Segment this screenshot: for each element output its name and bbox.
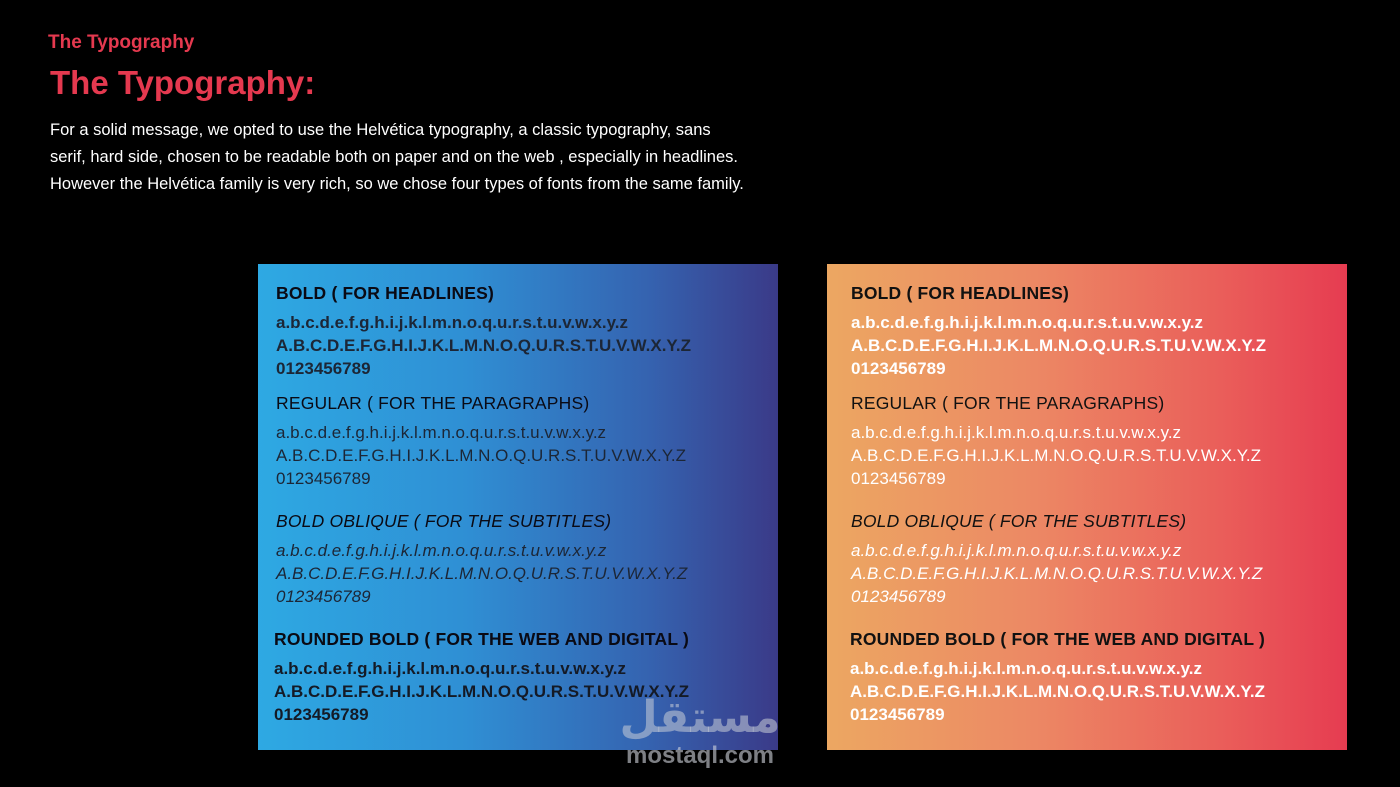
font-specimen-title: BOLD ( FOR HEADLINES)	[276, 283, 495, 303]
digits-sample: 0123456789	[851, 469, 946, 488]
uppercase-sample: A.B.C.D.E.F.G.H.I.J.K.L.M.N.O.Q.U.R.S.T.U.V.W.X.Y.Z	[851, 446, 1261, 465]
font-specimen-title: ROUNDED BOLD ( FOR THE WEB AND DIGITAL )	[850, 629, 1266, 649]
uppercase-sample: A.B.C.D.E.F.G.H.I.J.K.L.M.N.O.Q.U.R.S.T.U.V.W.X.Y.Z	[276, 564, 688, 583]
font-specimen-rounded-bold	[850, 628, 1337, 726]
digits-sample: 0123456789	[274, 705, 369, 724]
typography-panel-blue	[258, 264, 778, 750]
uppercase-sample: A.B.C.D.E.F.G.H.I.J.K.L.M.N.O.Q.U.R.S.T.U.V.W.X.Y.Z	[850, 682, 1265, 701]
font-specimen-title: BOLD ( FOR HEADLINES)	[851, 283, 1070, 303]
digits-sample: 0123456789	[851, 359, 946, 378]
lowercase-sample: a.b.c.d.e.f.g.h.i.j.k.l.m.n.o.q.u.r.s.t.u.v.w.x.y.z	[274, 659, 627, 678]
digits-sample: 0123456789	[850, 705, 945, 724]
digits-sample: 0123456789	[276, 469, 371, 488]
digits-sample: 0123456789	[276, 587, 371, 606]
watermark-url: mostaql.com	[625, 742, 775, 769]
font-specimen-title: REGULAR ( FOR THE PARAGRAPHS)	[851, 393, 1165, 413]
lowercase-sample: a.b.c.d.e.f.g.h.i.j.k.l.m.n.o.q.u.r.s.t.u.v.w.x.y.z	[851, 423, 1182, 442]
uppercase-sample: A.B.C.D.E.F.G.H.I.J.K.L.M.N.O.Q.U.R.S.T.U.V.W.X.Y.Z	[851, 336, 1266, 355]
font-specimen-title: ROUNDED BOLD ( FOR THE WEB AND DIGITAL )	[274, 629, 690, 649]
uppercase-sample: A.B.C.D.E.F.G.H.I.J.K.L.M.N.O.Q.U.R.S.T.U.V.W.X.Y.Z	[851, 564, 1263, 583]
font-specimen-bold-oblique	[851, 510, 1337, 608]
intro-paragraph: For a solid message, we opted to use the Helvética typography, a classic typography, sans serif, hard side, chosen to be readable both on paper and on the web , especially in headlines. However the Helvética family is very rich, so we chose four types of fonts from the same family.	[50, 121, 744, 193]
uppercase-sample: A.B.C.D.E.F.G.H.I.J.K.L.M.N.O.Q.U.R.S.T.U.V.W.X.Y.Z	[276, 336, 691, 355]
digits-sample: 0123456789	[851, 587, 946, 606]
page-title: The Typography:	[50, 64, 316, 101]
lowercase-sample: a.b.c.d.e.f.g.h.i.j.k.l.m.n.o.q.u.r.s.t.u.v.w.x.y.z	[851, 313, 1204, 332]
section-tag: The Typography	[48, 32, 195, 53]
lowercase-sample: a.b.c.d.e.f.g.h.i.j.k.l.m.n.o.q.u.r.s.t.u.v.w.x.y.z	[276, 423, 607, 442]
digits-sample: 0123456789	[276, 359, 371, 378]
watermark-logo: مستقل	[619, 692, 781, 743]
font-specimen-title: REGULAR ( FOR THE PARAGRAPHS)	[276, 393, 590, 413]
typography-panel-warm	[827, 264, 1347, 750]
font-specimen-bold-oblique	[276, 510, 768, 608]
lowercase-sample: a.b.c.d.e.f.g.h.i.j.k.l.m.n.o.q.u.r.s.t.u.v.w.x.y.z	[276, 541, 607, 560]
lowercase-sample: a.b.c.d.e.f.g.h.i.j.k.l.m.n.o.q.u.r.s.t.u.v.w.x.y.z	[851, 541, 1182, 560]
font-specimen-title: BOLD OBLIQUE ( FOR THE SUBTITLES)	[851, 511, 1187, 531]
uppercase-sample: A.B.C.D.E.F.G.H.I.J.K.L.M.N.O.Q.U.R.S.T.U.V.W.X.Y.Z	[276, 446, 686, 465]
font-specimen-bold	[276, 282, 768, 380]
font-specimen-regular	[276, 392, 768, 490]
font-specimen-title: BOLD OBLIQUE ( FOR THE SUBTITLES)	[276, 511, 612, 531]
lowercase-sample: a.b.c.d.e.f.g.h.i.j.k.l.m.n.o.q.u.r.s.t.u.v.w.x.y.z	[850, 659, 1203, 678]
font-specimen-regular	[851, 392, 1337, 490]
font-specimen-bold	[851, 282, 1337, 380]
uppercase-sample: A.B.C.D.E.F.G.H.I.J.K.L.M.N.O.Q.U.R.S.T.U.V.W.X.Y.Z	[274, 682, 689, 701]
lowercase-sample: a.b.c.d.e.f.g.h.i.j.k.l.m.n.o.q.u.r.s.t.u.v.w.x.y.z	[276, 313, 629, 332]
